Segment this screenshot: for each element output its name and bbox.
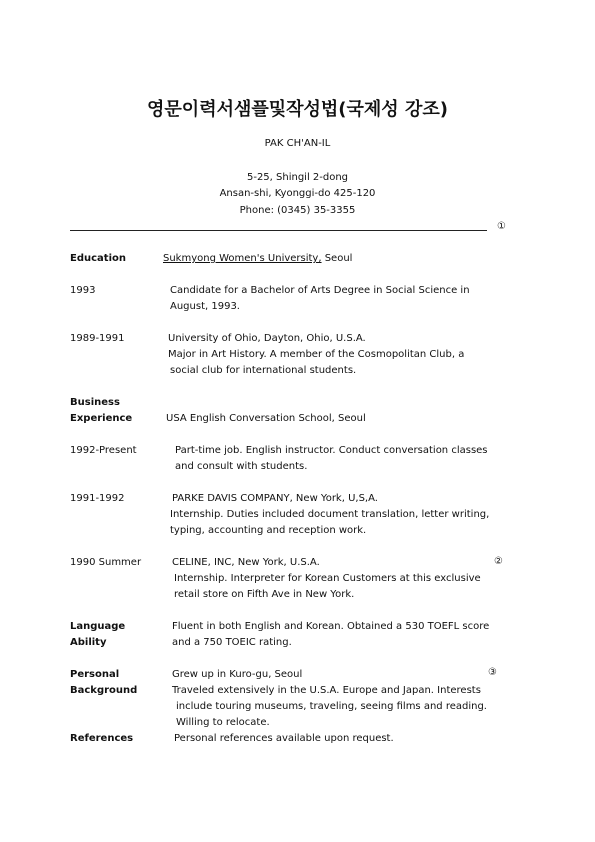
education-date-2: 1989-1991 — [70, 333, 125, 344]
business-entry-2-line-2: Internship. Duties included document translation, letter writing, — [170, 509, 490, 520]
business-entry-1-line-1: Part-time job. English instructor. Conduct conversation classes — [175, 445, 488, 456]
business-entry-3-line-3: retail store on Fifth Ave in New York. — [174, 589, 355, 600]
education-entry-1-line-1: Candidate for a Bachelor of Arts Degree in Social Science in — [170, 285, 470, 296]
phone-line: Phone: (0345) 35-3355 — [239, 205, 356, 216]
language-label-2: Ability — [70, 637, 107, 648]
personal-line-4: Willing to relocate. — [176, 717, 270, 728]
business-date-2: 1991-1992 — [70, 493, 125, 504]
education-entry-2-line-2: Major in Art History. A member of the Cosmopolitan Club, a — [168, 349, 465, 360]
business-label-1: Business — [70, 397, 120, 408]
business-date-1: 1992-Present — [70, 445, 137, 456]
business-entry-2-line-1: PARKE DAVIS COMPANY, New York, U,S,A. — [172, 493, 378, 504]
education-entry-2-line-3: social club for international students. — [170, 365, 357, 376]
personal-line-2: Traveled extensively in the U.S.A. Europe and Japan. Interests — [172, 685, 481, 696]
business-entry-1-line-2: and consult with students. — [175, 461, 308, 472]
education-label: Education — [70, 253, 126, 264]
language-line-1: Fluent in both English and Korean. Obtained a 530 TOEFL score — [172, 621, 490, 632]
education-school — [163, 251, 352, 267]
school-name: Sukmyong Women's University, — [163, 253, 322, 264]
personal-line-1: Grew up in Kuro-gu, Seoul — [172, 669, 303, 680]
circled-number-2: ② — [494, 556, 503, 567]
business-entry-3-line-2: Internship. Interpreter for Korean Customers at this exclusive — [174, 573, 481, 584]
applicant-name: PAK CH'AN-IL — [264, 138, 331, 149]
circled-number-3: ③ — [488, 667, 497, 678]
address-line-2: Ansan-shi, Kyonggi-do 425-120 — [219, 188, 376, 199]
business-entry-3-line-1: CELINE, INC, New York, U.S.A. — [172, 557, 320, 568]
school-city: Seoul — [321, 253, 353, 264]
business-org: USA English Conversation School, Seoul — [166, 413, 366, 424]
personal-label-2: Background — [70, 685, 138, 696]
education-entry-1-line-2: August, 1993. — [170, 301, 240, 312]
business-entry-2-line-3: typing, accounting and reception work. — [170, 525, 367, 536]
business-date-3: 1990 Summer — [70, 557, 142, 568]
education-entry-2-line-1: University of Ohio, Dayton, Ohio, U.S.A. — [168, 333, 366, 344]
circled-number-1: ① — [497, 221, 506, 232]
address-line-1: 5-25, Shingil 2-dong — [246, 172, 349, 183]
personal-line-3: include touring museums, traveling, seeing films and reading. — [176, 701, 487, 712]
references-label: References — [70, 733, 134, 744]
header-divider — [70, 230, 487, 231]
language-label-1: Language — [70, 621, 126, 632]
business-label-2: Experience — [70, 413, 133, 424]
references-text: Personal references available upon request. — [174, 733, 394, 744]
education-date-1: 1993 — [70, 285, 96, 296]
personal-label-1: Personal — [70, 669, 120, 680]
language-line-2: and a 750 TOEIC rating. — [172, 637, 292, 648]
document-title: 영문이력서샘플및작성법(국제성 강조) — [147, 99, 448, 120]
